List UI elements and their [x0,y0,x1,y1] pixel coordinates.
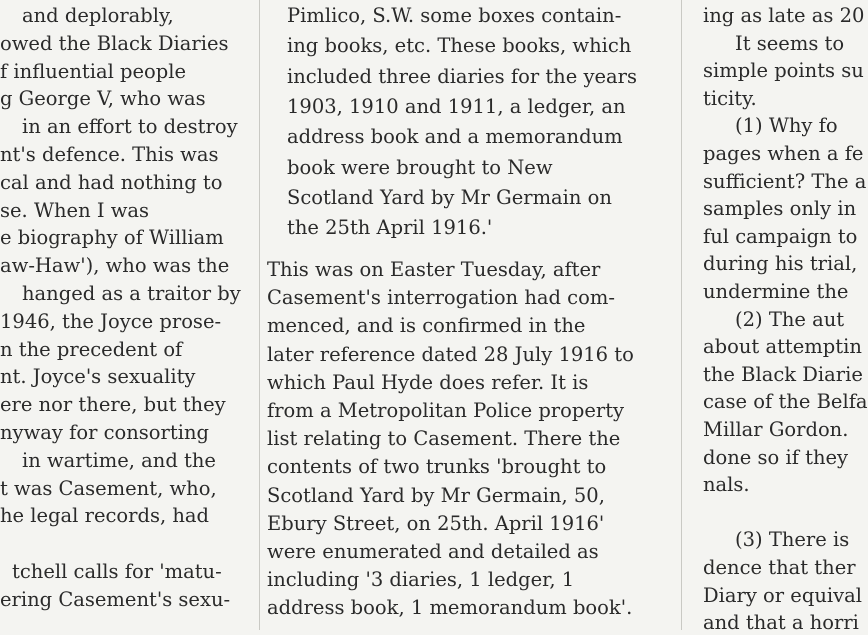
right-column-line: samples only in [703,197,857,221]
left-column-line: ere nor there, but they [0,393,226,417]
left-column-line: and deplorably, [22,4,174,27]
left-column-line: 1946, the Joyce prose- [0,309,222,333]
quote-line: 1903, 1910 and 1911, a ledger, an [287,94,626,118]
right-column-line: nals. [703,473,750,497]
quote-line: address book and a memorandum [287,125,623,149]
right-text-column [703,0,868,635]
body-line: menced, and is confirmed in the [267,314,586,338]
body-line: from a Metropolitan Police property [267,399,625,422]
left-column-line: he legal records, had [0,504,210,528]
right-column-line: simple points su [703,59,864,83]
right-column-line: during his trial, [703,252,858,276]
left-column-line: cal and had nothing to [0,170,223,194]
right-column-line: and that a horri [703,611,859,635]
right-column-line: ful campaign to [703,224,858,248]
left-column-line: tchell calls for 'matu- [12,560,222,583]
left-column-line: f influential people [0,59,187,83]
right-column-line: (3) There is [735,528,850,552]
right-column-line: Diary or equival [703,583,862,607]
right-column-line: about attemptin [703,335,862,359]
left-column-line: in wartime, and the [22,448,216,472]
right-column-line: pages when a fe [703,142,864,165]
left-column-line: in an effort to destroy [22,115,238,139]
body-line: list relating to Casement. There the [267,427,621,451]
right-column-line: ing as late as 20 [703,4,865,27]
body-line: which Paul Hyde does refer. It is [267,370,589,394]
right-column-line: (1) Why fo [735,114,838,138]
body-line: Ebury Street, on 25th. April 1916' [267,511,605,535]
column-divider-right [681,0,682,630]
left-column-line: n the precedent of [0,337,183,361]
body-line: including '3 diaries, 1 ledger, 1 [267,568,575,592]
quote-line: book were brought to New [287,155,553,179]
right-column-line: case of the Belfa [703,390,868,414]
body-line: were enumerated and detailed as [267,540,599,563]
left-column-line: owed the Black Diaries [0,31,229,55]
left-column-line: g George V, who was [0,87,206,111]
body-line: Casement's interrogation had com- [267,286,615,310]
left-column-line: se. When I was [0,198,150,222]
left-column-line: ering Casement's sexu- [0,587,231,611]
right-column-line: dence that ther [703,556,856,579]
right-column-line: sufficient? The a [703,169,867,193]
quote-line: included three diaries for the years [287,64,637,88]
left-column-line: hanged as a traitor by [22,282,241,305]
quote-line: Scotland Yard by Mr Germain on [287,185,612,209]
body-line: This was on Easter Tuesday, after [267,258,601,281]
left-column-line: nt's defence. This was [0,143,219,166]
left-column-line: nyway for consorting [0,421,209,444]
left-column-line: aw-Haw'), who was the [0,254,230,278]
quote-line: Pimlico, S.W. some boxes contain- [287,4,622,27]
body-line: Scotland Yard by Mr Germain, 50, [267,483,605,507]
right-column-line: It seems to [735,31,845,55]
left-column-line: nt. Joyce's sexuality [0,365,196,389]
body-line: contents of two trunks 'brought to [267,455,607,479]
right-column-line: done so if they [703,445,849,469]
right-column-line: ticity. [703,86,757,110]
left-column-line: t was Casement, who, [0,476,217,500]
right-column-line: Millar Gordon. [703,418,849,441]
column-divider-left [259,0,260,630]
left-text-column [0,0,239,630]
right-column-line: undermine the [703,280,849,303]
right-column-line: the Black Diarie [703,362,863,386]
quote-line: ing books, etc. These books, which [287,34,632,58]
left-column-line: e biography of William [0,226,224,250]
body-line: address book, 1 memorandum book'. [267,596,633,620]
middle-text-column [267,0,684,630]
body-line: later reference dated 28 July 1916 to [267,342,634,366]
quote-line: the 25th April 1916.' [287,216,493,240]
right-column-line: (2) The aut [735,307,845,331]
